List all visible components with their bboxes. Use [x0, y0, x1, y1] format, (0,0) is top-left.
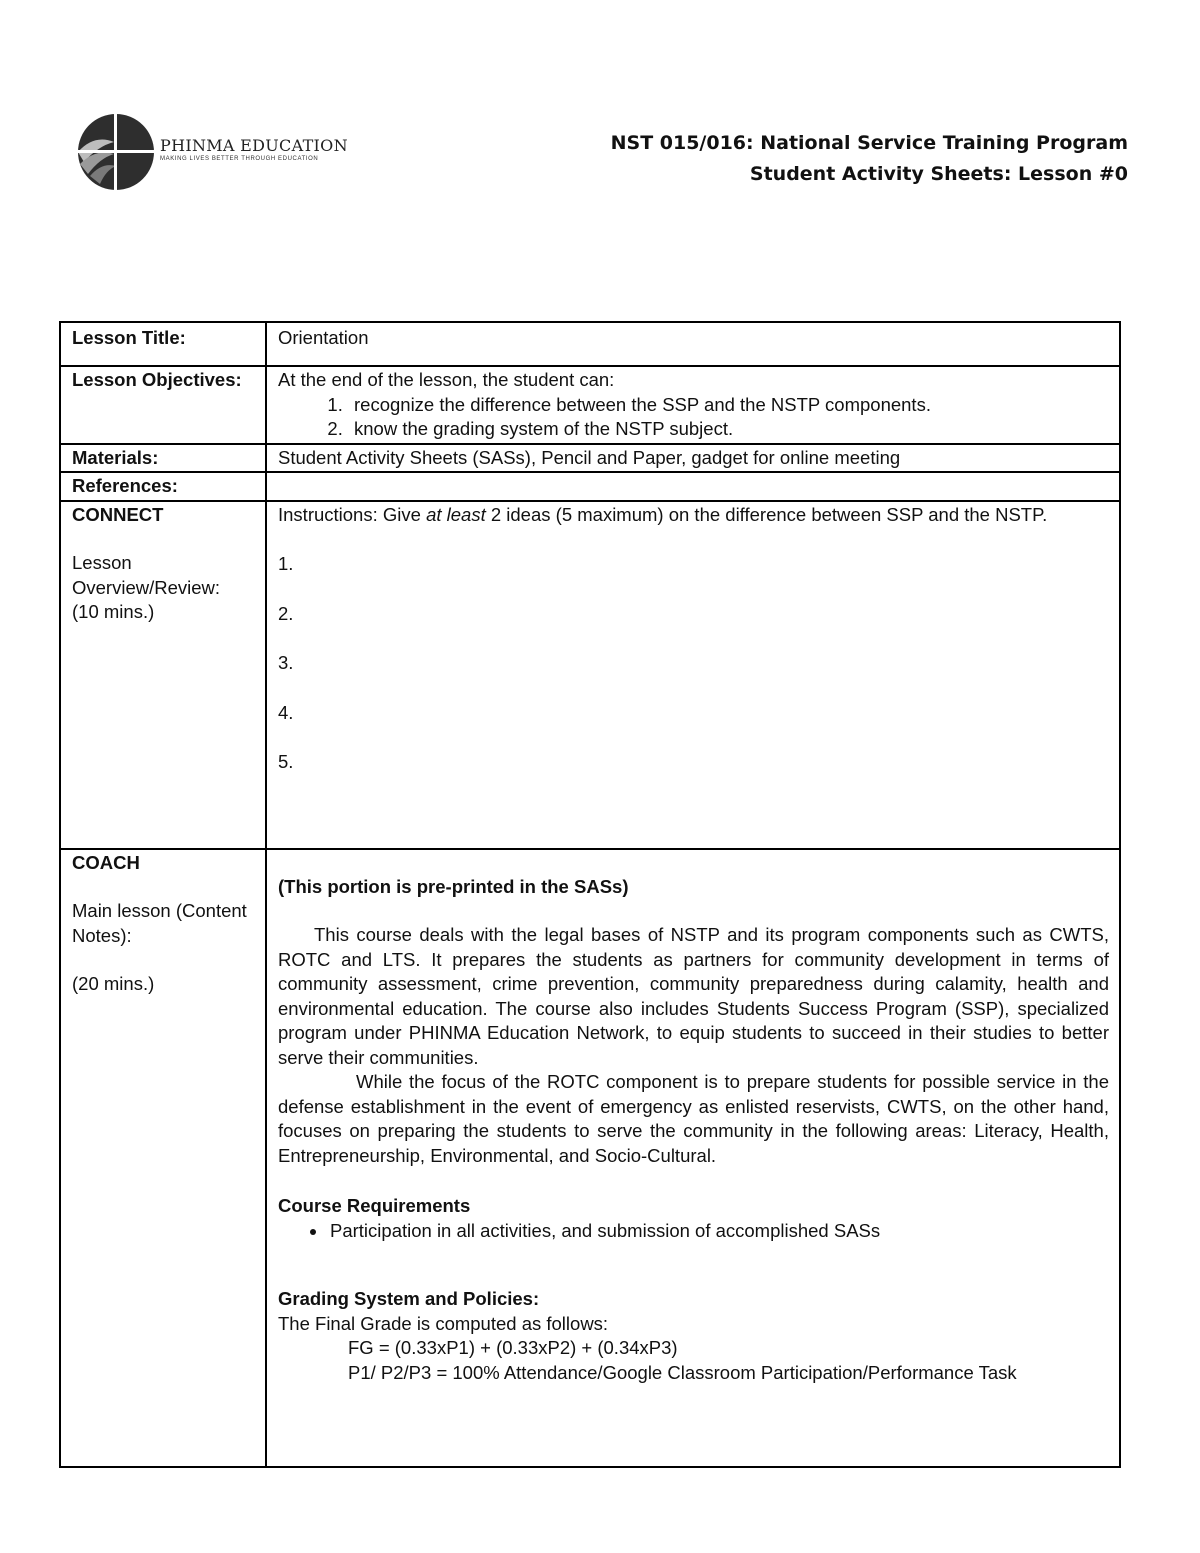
course-title: NST 015/016: National Service Training Program	[610, 132, 1128, 154]
answer-list	[278, 527, 1109, 775]
lesson-title-row	[60, 322, 1120, 366]
objectives-row	[60, 366, 1120, 444]
answer-line: 1.	[278, 553, 294, 574]
connect-sublabel: Lesson Overview/Review:	[72, 552, 221, 598]
connect-cell	[266, 501, 1120, 849]
coach-cell	[266, 849, 1120, 1467]
answer-line: 2.	[278, 602, 294, 624]
objective-item: 2. know the grading system of the NSTP subject.	[348, 417, 1109, 442]
objectives-list	[278, 393, 1109, 442]
content-paragraph-2: While the focus of the ROTC component is to prepare students for possible service in the defense establishment in the event of emergency as enlisted reservists, CWTS, on the other hand, focuses on preparing the students to serve the community in the following areas: Literacy, Health, Entrepreneurship, Environmental, and Socio-Cultural.	[278, 1071, 1109, 1166]
requirement-item: • Participation in all activities, and submission of accomplished SASs	[328, 1219, 1109, 1244]
connect-instructions	[278, 503, 1109, 528]
materials-value: Student Activity Sheets (SASs), Pencil and Paper, gadget for online meeting	[266, 444, 1120, 473]
requirements-list	[278, 1219, 1109, 1244]
lesson-title-value: Orientation	[266, 322, 1120, 366]
content-paragraph-1: This course deals with the legal bases of NSTP and its program components such as CWTS, ROTC and LTS. It prepares the students as partners for community development in terms of community assessment, crime prevention, community preparedness during calamity, health and environmental education. The course also includes Students Success Program (SSP), specialized program under PHINMA Education Network, to equip students to succeed in their studies to better serve their communities.	[278, 924, 1109, 1068]
lesson-table	[59, 321, 1121, 1468]
objectives-intro: At the end of the lesson, the student can:	[278, 369, 615, 390]
lesson-title-label: Lesson Title:	[60, 322, 266, 366]
materials-label: Materials:	[60, 444, 266, 473]
instr-post: 2 ideas (5 maximum) on the difference between SSP and the NSTP.	[485, 503, 1048, 525]
preprinted-note: (This portion is pre-printed in the SASs)	[278, 875, 629, 897]
connect-label: CONNECT	[72, 503, 164, 525]
instr-pre: Instructions: Give	[278, 503, 427, 525]
grading-intro: The Final Grade is computed as follows:	[278, 1312, 609, 1334]
connect-label-cell	[60, 501, 266, 849]
references-value	[266, 472, 1120, 501]
objective-item: 1. recognize the difference between the SSP and the NSTP components.	[348, 393, 1109, 418]
instr-emphasis: at least	[426, 503, 486, 525]
logo-tagline: MAKING LIVES BETTER THROUGH EDUCATION	[160, 156, 319, 162]
requirements-heading: Course Requirements	[278, 1195, 471, 1216]
objectives-label: Lesson Objectives:	[60, 366, 266, 444]
grading-heading: Grading System and Policies:	[278, 1288, 540, 1309]
materials-row	[60, 444, 1120, 473]
sheet-title: Student Activity Sheets: Lesson #0	[749, 163, 1128, 185]
grading-formula: FG = (0.33xP1) + (0.33xP2) + (0.34xP3)	[348, 1337, 678, 1358]
objectives-cell	[266, 366, 1120, 444]
answer-line: 5.	[278, 751, 294, 772]
grading-formula-note: P1/ P2/P3 = 100% Attendance/Google Classroom Participation/Performance Task	[348, 1361, 1017, 1383]
coach-sublabel: Main lesson (Content Notes):	[72, 900, 247, 946]
coach-time: (20 mins.)	[72, 973, 155, 994]
phinma-globe-icon	[74, 112, 156, 192]
references-label: References:	[60, 472, 266, 501]
references-row	[60, 472, 1120, 501]
logo-name: PHINMA EDUCATION	[160, 136, 348, 155]
connect-time: (10 mins.)	[72, 601, 155, 622]
answer-line: 3.	[278, 652, 294, 673]
connect-row	[60, 501, 1120, 849]
coach-label-cell	[60, 849, 266, 1467]
coach-label: COACH	[72, 851, 140, 873]
coach-row	[60, 849, 1120, 1467]
answer-line: 4.	[278, 701, 294, 723]
phinma-logo	[74, 112, 348, 192]
